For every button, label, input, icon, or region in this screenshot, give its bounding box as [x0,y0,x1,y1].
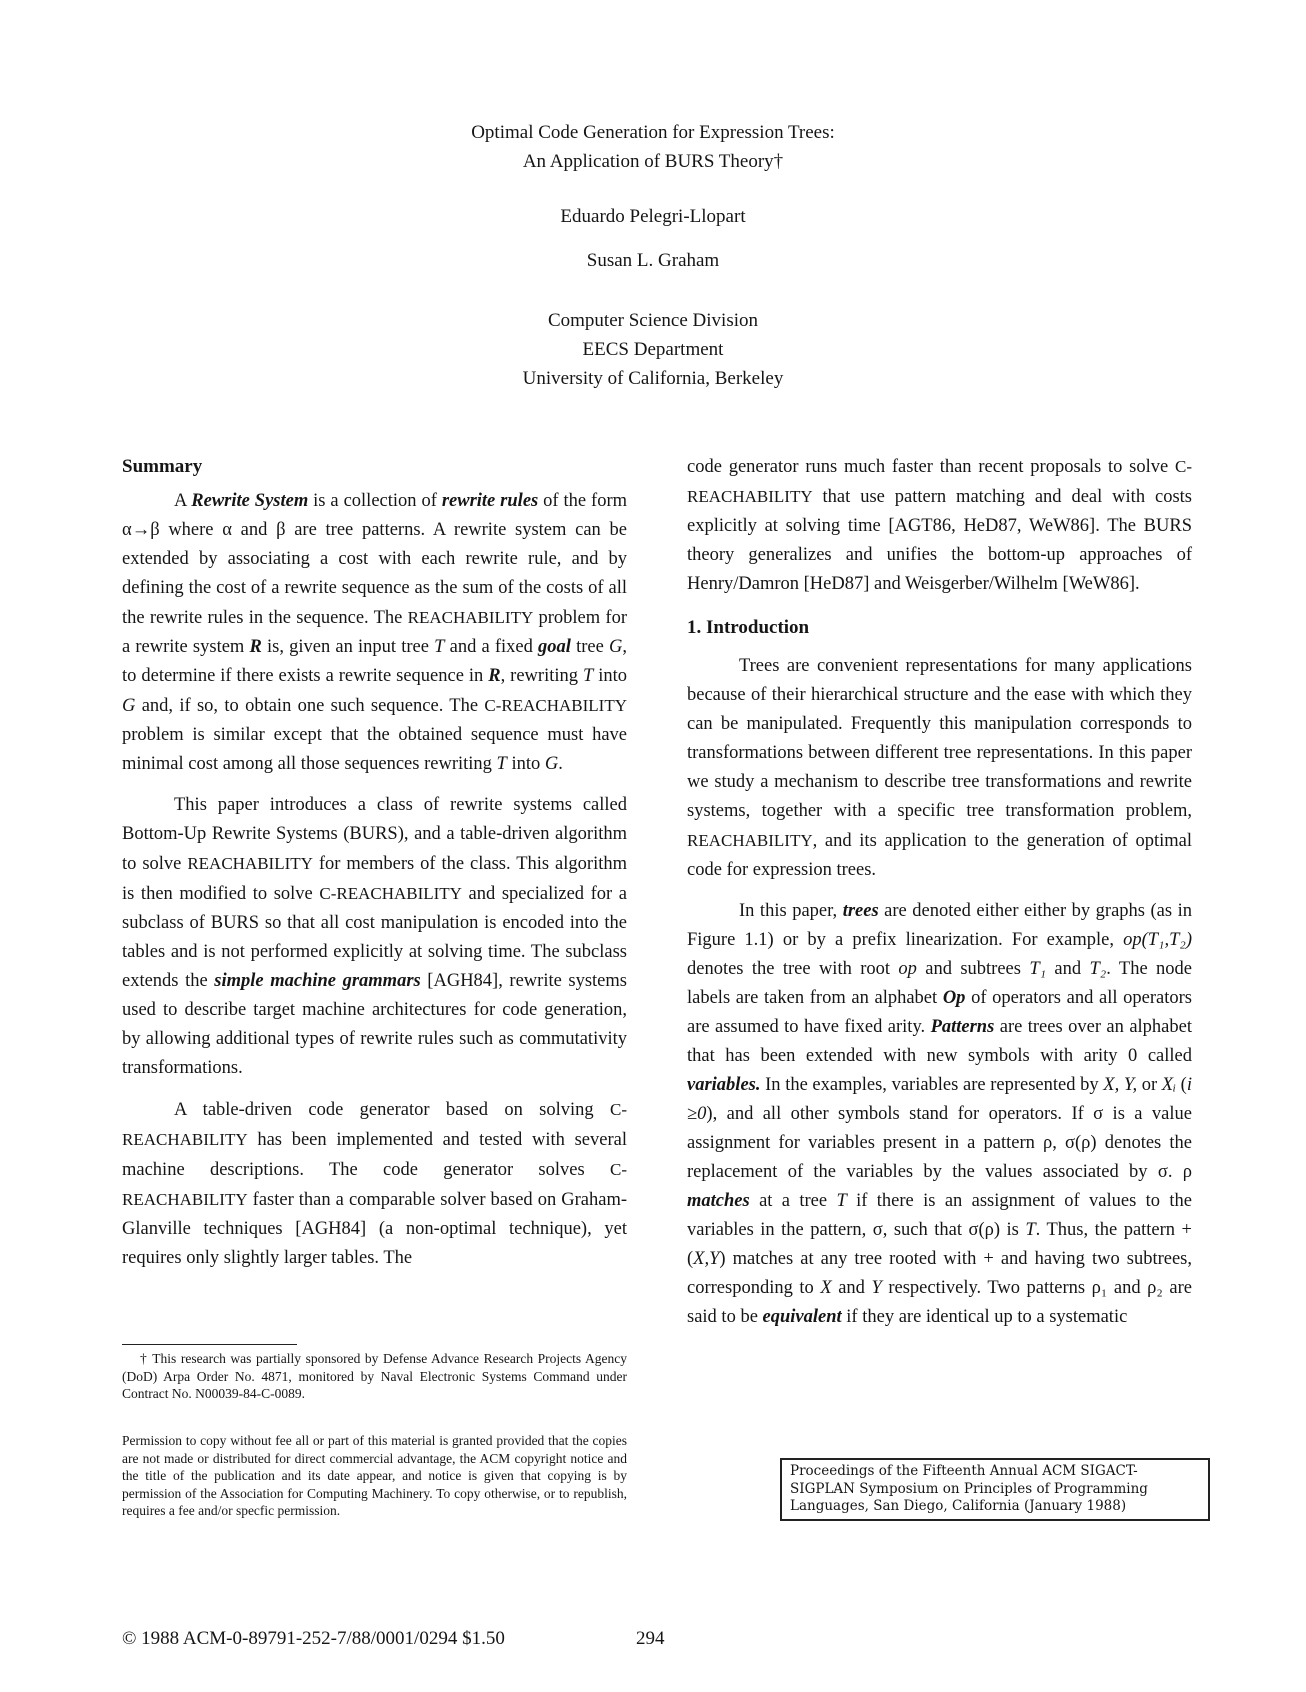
permission-notice: Permission to copy without fee all or part of this material is granted provided that the copies are not made or distributed for direct commercial advantage, the ACM copyright notice and the title of the publication and its date appear, and notice is given that copying is by permission of the Association for Computing Machinery. To copy otherwise, or to republish, requires a fee and/or specfic permission. [122,1433,627,1518]
affiliation-line-1: Computer Science Division [547,310,759,331]
footnote-rule [122,1344,297,1345]
summary-paragraph-3-cont: code generator runs much faster than recent proposals to solve C-REACHABILITY that use pattern matching and deal with costs explicitly at solving time [AGT86, HeD87, WeW86]. The BURS theory generalizes and unifies the bottom-up approaches of Henry/Damron [HeD87] and Weisgerber/Wilhelm [WeW86]. [687,457,1192,594]
summary-paragraph-2: This paper introduces a class of rewrite systems called Bottom-Up Rewrite Systems (BURS), and a table-driven algorithm to solve REACHABILITY for members of the class. This algorithm is then modified to solve C-REACHABILITY and specialized for a subclass of BURS so that all cost manipulation is encoded into the tables and is not performed explicitly at solving time. The subclass extends the simple machine grammars [AGH84], rewrite systems used to describe target machine architectures for code generation, by allowing additional types of rewrite rules such as commutativity transformations. [122,795,627,1078]
footnote-funding: † This research was partially sponsored by Defense Advance Research Projects Agency (DoD) Arpa Order No. 4871, monitored by Naval Electronic Systems Command under Contract No. N00039-84-C-0089. [122,1351,627,1401]
affiliation-line-2: EECS Department [582,339,724,360]
paper-title [0,118,1306,176]
title-line-2: An Application of BURS Theory† [522,151,784,172]
affiliation-line-3: University of California, Berkeley [522,368,784,389]
intro-paragraph-2: In this paper, trees are denoted either either by graphs (as in Figure 1.1) or by a prefix linearization. For example, op(T₁,T₂) denotes the tree with root op and subtrees T₁ and T₂. The node labels are taken from an alphabet Op of operators and all operators are assumed to have fixed arity. Patterns are trees over an alphabet that has been extended with new symbols with arity 0 called variables. In the examples, variables are represented by X, Y, or Xᵢ (i ≥0), and all other symbols stand for operators. If σ is a value assignment for variables present in a pattern ρ, σ(ρ) denotes the replacement of the variables by the values associated by σ. ρ matches at a tree T if there is an assignment of values to the variables in the pattern, σ, such that σ(ρ) is T. Thus, the pattern +(X,Y) matches at any tree rooted with + and having two subtrees, corresponding to X and Y respectively. Two patterns ρ₁ and ρ₂ are said to be equivalent if they are identical up to a systematic [687,901,1193,1327]
right-column [687,452,1192,1344]
summary-paragraph-3-part-a: faster than a comparable solver based on Graham-Glanville techniques [AGH84] (a non-optimal technique), yet requires only slightly larger tables. The [122,1190,627,1268]
summary-paragraph-3-part-b: code generator runs much faster than recent proposals to solve [687,457,1175,477]
title-line-1: Optimal Code Generation for Expression Trees: [471,122,835,143]
left-column [122,452,627,1285]
summary-paragraph-3-start: A table-driven code generator based on solving C-REACHABILITY has been implemented and tested with several machine descriptions. The code generator solves C-REACHABILITY faster than a comparable solver based on Graham-Glanville techniques [AGH84] (a non-optimal technique), yet requires only slightly larger tables. The [122,1100,627,1268]
author-2: Susan L. Graham [586,250,720,271]
summary-paragraph-1: A Rewrite System is a collection of rewrite rules of the form α→β where α and β are tree patterns. A rewrite system can be extended by associating a cost with each rewrite rule, and by defining the cost of a rewrite sequence as the sum of the costs of all the rewrite rules in the sequence. The REACHABILITY problem for a rewrite system R is, given an input tree T and a fixed goal tree G, to determine if there exists a rewrite sequence in R, rewriting T into G and, if so, to obtain one such sequence. The C-REACHABILITY problem is similar except that the obtained sequence must have minimal cost among all those sequences rewriting T into G. [122,491,628,774]
copyright-line: © 1988 ACM-0-89791-252-7/88/0001/0294 $1.50 [122,1628,505,1649]
affiliation [0,306,1306,393]
proceedings-box: Proceedings of the Fifteenth Annual ACM SIGACT-SIGPLAN Symposium on Principles of Programming Languages, San Diego, California (January 1988) [780,1458,1210,1521]
section-heading-introduction: 1. Introduction [687,617,810,638]
intro-paragraph-1: Trees are convenient representations for many applications because of their hierarchical structure and the ease with which they can be manipulated. Frequently this manipulation corresponds to transformations between different tree representations. In this paper we study a mechanism to describe tree transformations and rewrite systems, together with a specific tree transformation problem, REACHABILITY, and its application to the generation of optimal code for expression trees. [687,656,1192,880]
page-number: 294 [636,1628,665,1649]
author-1: Eduardo Pelegri-Llopart [560,206,746,227]
summary-heading: Summary [122,456,203,477]
footnote [122,1350,627,1413]
